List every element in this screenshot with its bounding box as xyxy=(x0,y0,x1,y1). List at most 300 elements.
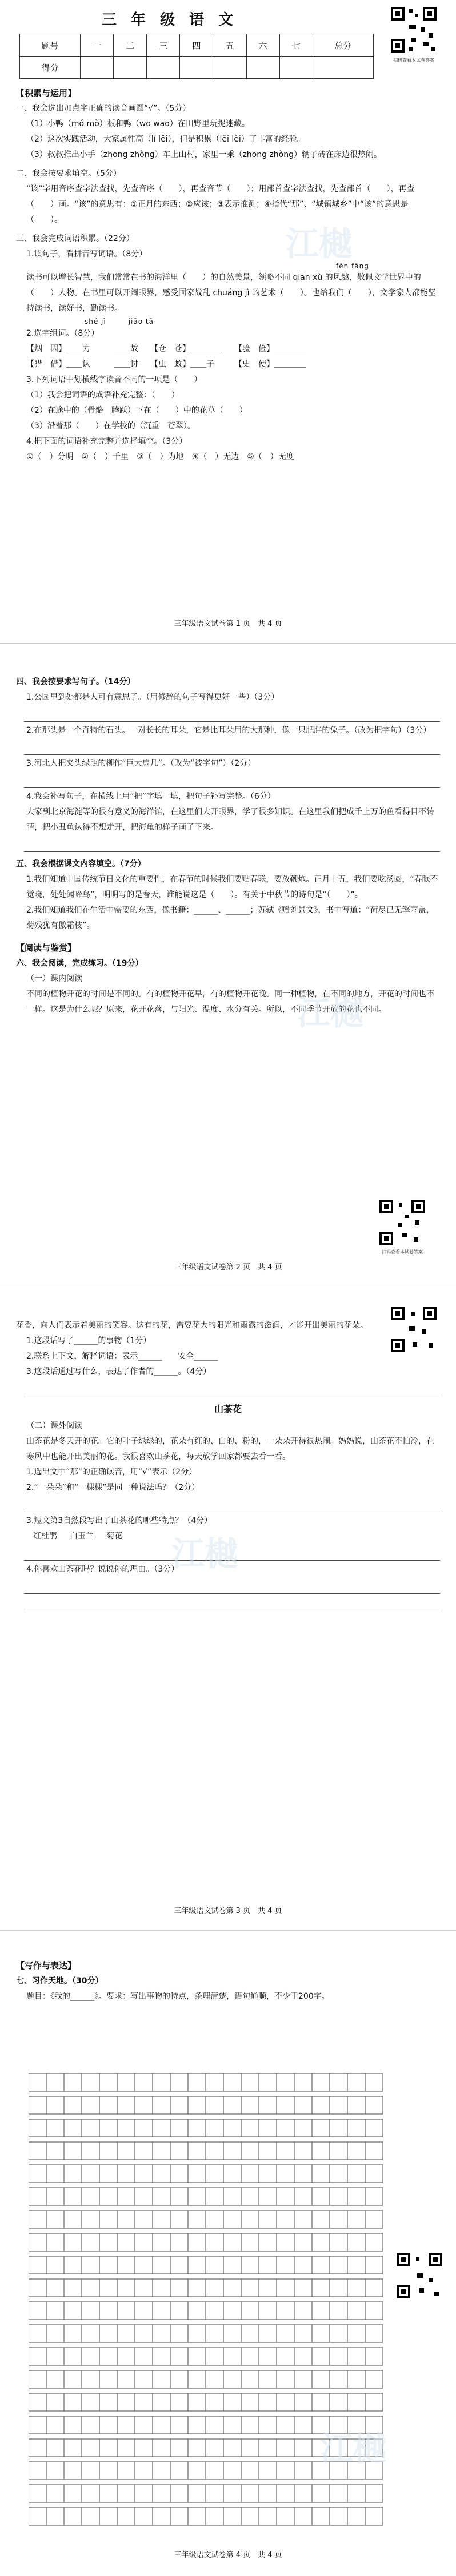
grid-cell[interactable] xyxy=(153,2416,170,2434)
grid-cell[interactable] xyxy=(153,2302,170,2320)
grid-cell[interactable] xyxy=(153,2073,170,2091)
grid-cell[interactable] xyxy=(99,2348,117,2365)
grid-cell[interactable] xyxy=(241,2302,259,2320)
grid-cell[interactable] xyxy=(347,2211,365,2228)
grid-cell[interactable] xyxy=(259,2211,277,2228)
grid-cell[interactable] xyxy=(277,2165,294,2183)
grid-cell[interactable] xyxy=(277,2279,294,2297)
grid-cell[interactable] xyxy=(117,2439,135,2457)
grid-cell[interactable] xyxy=(64,2256,82,2274)
grid-cell[interactable] xyxy=(29,2142,46,2160)
grid-cell[interactable] xyxy=(64,2462,82,2479)
grid-cell[interactable] xyxy=(277,2119,294,2137)
grid-cell[interactable] xyxy=(330,2165,347,2183)
grid-cell[interactable] xyxy=(82,2348,99,2365)
grid-cell[interactable] xyxy=(330,2393,347,2411)
grid-cell[interactable] xyxy=(365,2348,383,2365)
grid-cell[interactable] xyxy=(46,2393,64,2411)
grid-cell[interactable] xyxy=(170,2393,188,2411)
answer-line[interactable] xyxy=(24,1497,440,1512)
grid-cell[interactable] xyxy=(241,2485,259,2502)
grid-cell[interactable] xyxy=(347,2348,365,2365)
grid-cell[interactable] xyxy=(312,2211,330,2228)
grid-cell[interactable] xyxy=(64,2073,82,2091)
grid-cell[interactable] xyxy=(277,2302,294,2320)
grid-cell[interactable] xyxy=(365,2211,383,2228)
grid-cell[interactable] xyxy=(135,2256,153,2274)
grid-cell[interactable] xyxy=(259,2507,277,2525)
grid-cell[interactable] xyxy=(365,2325,383,2342)
grid-cell[interactable] xyxy=(294,2393,312,2411)
grid-cell[interactable] xyxy=(29,2416,46,2434)
grid-cell[interactable] xyxy=(64,2142,82,2160)
grid-cell[interactable] xyxy=(153,2211,170,2228)
grid-cell[interactable] xyxy=(29,2462,46,2479)
grid-cell[interactable] xyxy=(259,2279,277,2297)
grid-cell[interactable] xyxy=(223,2142,241,2160)
grid-cell[interactable] xyxy=(241,2256,259,2274)
grid-cell[interactable] xyxy=(64,2233,82,2251)
grid-cell[interactable] xyxy=(117,2302,135,2320)
grid-cell[interactable] xyxy=(188,2096,206,2114)
grid-cell[interactable] xyxy=(223,2279,241,2297)
grid-cell[interactable] xyxy=(82,2302,99,2320)
grid-cell[interactable] xyxy=(259,2485,277,2502)
grid-cell[interactable] xyxy=(46,2211,64,2228)
grid-cell[interactable] xyxy=(223,2211,241,2228)
grid-cell[interactable] xyxy=(347,2302,365,2320)
grid-cell[interactable] xyxy=(99,2211,117,2228)
grid-cell[interactable] xyxy=(135,2485,153,2502)
grid-cell[interactable] xyxy=(64,2370,82,2388)
grid-cell[interactable] xyxy=(365,2233,383,2251)
grid-cell[interactable] xyxy=(153,2256,170,2274)
grid-cell[interactable] xyxy=(29,2165,46,2183)
grid-cell[interactable] xyxy=(117,2325,135,2342)
grid-cell[interactable] xyxy=(135,2302,153,2320)
grid-cell[interactable] xyxy=(241,2188,259,2205)
grid-cell[interactable] xyxy=(241,2233,259,2251)
grid-cell[interactable] xyxy=(170,2439,188,2457)
grid-cell[interactable] xyxy=(29,2211,46,2228)
grid-cell[interactable] xyxy=(82,2211,99,2228)
grid-cell[interactable] xyxy=(117,2507,135,2525)
grid-cell[interactable] xyxy=(135,2507,153,2525)
grid-cell[interactable] xyxy=(29,2325,46,2342)
grid-cell[interactable] xyxy=(294,2462,312,2479)
grid-cell[interactable] xyxy=(46,2188,64,2205)
grid-cell[interactable] xyxy=(223,2370,241,2388)
grid-cell[interactable] xyxy=(206,2439,223,2457)
grid-cell[interactable] xyxy=(277,2096,294,2114)
grid-cell[interactable] xyxy=(99,2302,117,2320)
grid-cell[interactable] xyxy=(294,2211,312,2228)
grid-cell[interactable] xyxy=(170,2211,188,2228)
grid-cell[interactable] xyxy=(99,2507,117,2525)
grid-cell[interactable] xyxy=(46,2233,64,2251)
grid-cell[interactable] xyxy=(117,2233,135,2251)
grid-cell[interactable] xyxy=(82,2165,99,2183)
score-cell[interactable] xyxy=(313,57,373,79)
grid-cell[interactable] xyxy=(241,2507,259,2525)
grid-cell[interactable] xyxy=(347,2256,365,2274)
grid-cell[interactable] xyxy=(277,2507,294,2525)
grid-cell[interactable] xyxy=(206,2302,223,2320)
grid-cell[interactable] xyxy=(188,2142,206,2160)
grid-cell[interactable] xyxy=(46,2256,64,2274)
grid-cell[interactable] xyxy=(82,2325,99,2342)
grid-cell[interactable] xyxy=(29,2233,46,2251)
grid-cell[interactable] xyxy=(99,2485,117,2502)
grid-cell[interactable] xyxy=(170,2416,188,2434)
grid-cell[interactable] xyxy=(241,2096,259,2114)
grid-cell[interactable] xyxy=(64,2507,82,2525)
grid-cell[interactable] xyxy=(223,2073,241,2091)
grid-cell[interactable] xyxy=(330,2256,347,2274)
grid-cell[interactable] xyxy=(170,2256,188,2274)
grid-cell[interactable] xyxy=(312,2119,330,2137)
grid-cell[interactable] xyxy=(170,2188,188,2205)
grid-cell[interactable] xyxy=(170,2485,188,2502)
grid-cell[interactable] xyxy=(294,2256,312,2274)
grid-cell[interactable] xyxy=(330,2211,347,2228)
grid-cell[interactable] xyxy=(117,2256,135,2274)
grid-cell[interactable] xyxy=(99,2462,117,2479)
grid-cell[interactable] xyxy=(365,2302,383,2320)
grid-cell[interactable] xyxy=(365,2279,383,2297)
grid-cell[interactable] xyxy=(277,2370,294,2388)
grid-cell[interactable] xyxy=(330,2188,347,2205)
grid-cell[interactable] xyxy=(365,2370,383,2388)
grid-cell[interactable] xyxy=(347,2073,365,2091)
grid-cell[interactable] xyxy=(277,2485,294,2502)
grid-cell[interactable] xyxy=(223,2096,241,2114)
grid-cell[interactable] xyxy=(206,2211,223,2228)
grid-cell[interactable] xyxy=(294,2416,312,2434)
grid-cell[interactable] xyxy=(241,2119,259,2137)
grid-cell[interactable] xyxy=(170,2142,188,2160)
grid-cell[interactable] xyxy=(46,2073,64,2091)
grid-cell[interactable] xyxy=(170,2233,188,2251)
grid-cell[interactable] xyxy=(64,2485,82,2502)
grid-cell[interactable] xyxy=(99,2416,117,2434)
grid-cell[interactable] xyxy=(135,2211,153,2228)
grid-cell[interactable] xyxy=(82,2279,99,2297)
grid-cell[interactable] xyxy=(223,2325,241,2342)
grid-cell[interactable] xyxy=(99,2256,117,2274)
grid-cell[interactable] xyxy=(82,2393,99,2411)
grid-cell[interactable] xyxy=(294,2485,312,2502)
grid-cell[interactable] xyxy=(294,2096,312,2114)
grid-cell[interactable] xyxy=(312,2142,330,2160)
grid-cell[interactable] xyxy=(223,2462,241,2479)
grid-cell[interactable] xyxy=(46,2348,64,2365)
grid-cell[interactable] xyxy=(82,2439,99,2457)
grid-cell[interactable] xyxy=(188,2279,206,2297)
grid-cell[interactable] xyxy=(206,2507,223,2525)
grid-cell[interactable] xyxy=(347,2370,365,2388)
grid-cell[interactable] xyxy=(312,2507,330,2525)
grid-cell[interactable] xyxy=(312,2348,330,2365)
grid-cell[interactable] xyxy=(117,2211,135,2228)
grid-cell[interactable] xyxy=(117,2393,135,2411)
grid-cell[interactable] xyxy=(153,2348,170,2365)
grid-cell[interactable] xyxy=(64,2165,82,2183)
grid-cell[interactable] xyxy=(82,2507,99,2525)
grid-cell[interactable] xyxy=(64,2119,82,2137)
grid-cell[interactable] xyxy=(241,2279,259,2297)
grid-cell[interactable] xyxy=(312,2096,330,2114)
grid-cell[interactable] xyxy=(170,2370,188,2388)
grid-cell[interactable] xyxy=(188,2233,206,2251)
grid-cell[interactable] xyxy=(259,2348,277,2365)
grid-cell[interactable] xyxy=(330,2348,347,2365)
grid-cell[interactable] xyxy=(312,2233,330,2251)
grid-cell[interactable] xyxy=(294,2119,312,2137)
grid-cell[interactable] xyxy=(135,2119,153,2137)
grid-cell[interactable] xyxy=(153,2325,170,2342)
grid-cell[interactable] xyxy=(188,2325,206,2342)
grid-cell[interactable] xyxy=(170,2165,188,2183)
grid-cell[interactable] xyxy=(241,2416,259,2434)
grid-cell[interactable] xyxy=(153,2188,170,2205)
grid-cell[interactable] xyxy=(153,2485,170,2502)
grid-cell[interactable] xyxy=(241,2073,259,2091)
grid-cell[interactable] xyxy=(365,2096,383,2114)
grid-cell[interactable] xyxy=(64,2096,82,2114)
grid-cell[interactable] xyxy=(82,2370,99,2388)
grid-cell[interactable] xyxy=(206,2370,223,2388)
grid-cell[interactable] xyxy=(330,2507,347,2525)
grid-cell[interactable] xyxy=(135,2370,153,2388)
grid-cell[interactable] xyxy=(277,2325,294,2342)
grid-cell[interactable] xyxy=(99,2188,117,2205)
grid-cell[interactable] xyxy=(46,2439,64,2457)
grid-cell[interactable] xyxy=(259,2325,277,2342)
grid-cell[interactable] xyxy=(259,2119,277,2137)
grid-cell[interactable] xyxy=(46,2142,64,2160)
grid-cell[interactable] xyxy=(135,2142,153,2160)
grid-cell[interactable] xyxy=(99,2119,117,2137)
grid-cell[interactable] xyxy=(347,2119,365,2137)
grid-cell[interactable] xyxy=(223,2302,241,2320)
grid-cell[interactable] xyxy=(277,2233,294,2251)
grid-cell[interactable] xyxy=(259,2142,277,2160)
score-cell[interactable] xyxy=(279,57,313,79)
grid-cell[interactable] xyxy=(29,2256,46,2274)
grid-cell[interactable] xyxy=(312,2165,330,2183)
grid-cell[interactable] xyxy=(117,2485,135,2502)
grid-cell[interactable] xyxy=(347,2485,365,2502)
grid-cell[interactable] xyxy=(330,2325,347,2342)
grid-cell[interactable] xyxy=(188,2507,206,2525)
grid-cell[interactable] xyxy=(188,2165,206,2183)
grid-cell[interactable] xyxy=(99,2233,117,2251)
grid-cell[interactable] xyxy=(135,2188,153,2205)
grid-cell[interactable] xyxy=(29,2279,46,2297)
grid-cell[interactable] xyxy=(347,2142,365,2160)
grid-cell[interactable] xyxy=(294,2279,312,2297)
grid-cell[interactable] xyxy=(170,2462,188,2479)
grid-cell[interactable] xyxy=(206,2119,223,2137)
grid-cell[interactable] xyxy=(206,2348,223,2365)
grid-cell[interactable] xyxy=(223,2119,241,2137)
grid-cell[interactable] xyxy=(277,2348,294,2365)
grid-cell[interactable] xyxy=(347,2188,365,2205)
grid-cell[interactable] xyxy=(259,2096,277,2114)
grid-cell[interactable] xyxy=(330,2233,347,2251)
grid-cell[interactable] xyxy=(29,2188,46,2205)
grid-cell[interactable] xyxy=(29,2096,46,2114)
grid-cell[interactable] xyxy=(188,2348,206,2365)
grid-cell[interactable] xyxy=(330,2302,347,2320)
grid-cell[interactable] xyxy=(170,2073,188,2091)
grid-cell[interactable] xyxy=(277,2416,294,2434)
grid-cell[interactable] xyxy=(294,2188,312,2205)
grid-cell[interactable] xyxy=(188,2393,206,2411)
grid-cell[interactable] xyxy=(153,2370,170,2388)
score-cell[interactable] xyxy=(180,57,213,79)
grid-cell[interactable] xyxy=(277,2188,294,2205)
grid-cell[interactable] xyxy=(188,2439,206,2457)
grid-cell[interactable] xyxy=(206,2096,223,2114)
grid-cell[interactable] xyxy=(206,2256,223,2274)
grid-cell[interactable] xyxy=(294,2233,312,2251)
grid-cell[interactable] xyxy=(241,2211,259,2228)
grid-cell[interactable] xyxy=(365,2142,383,2160)
grid-cell[interactable] xyxy=(259,2462,277,2479)
grid-cell[interactable] xyxy=(99,2370,117,2388)
grid-cell[interactable] xyxy=(46,2370,64,2388)
grid-cell[interactable] xyxy=(241,2325,259,2342)
grid-cell[interactable] xyxy=(223,2439,241,2457)
grid-cell[interactable] xyxy=(29,2119,46,2137)
grid-cell[interactable] xyxy=(330,2370,347,2388)
grid-cell[interactable] xyxy=(294,2302,312,2320)
grid-cell[interactable] xyxy=(135,2393,153,2411)
grid-cell[interactable] xyxy=(188,2211,206,2228)
grid-cell[interactable] xyxy=(206,2416,223,2434)
grid-cell[interactable] xyxy=(259,2073,277,2091)
grid-cell[interactable] xyxy=(99,2393,117,2411)
score-cell[interactable] xyxy=(246,57,279,79)
grid-cell[interactable] xyxy=(206,2279,223,2297)
grid-cell[interactable] xyxy=(29,2485,46,2502)
answer-line[interactable] xyxy=(24,1381,440,1396)
grid-cell[interactable] xyxy=(347,2165,365,2183)
grid-cell[interactable] xyxy=(82,2142,99,2160)
grid-cell[interactable] xyxy=(188,2416,206,2434)
grid-cell[interactable] xyxy=(29,2073,46,2091)
grid-cell[interactable] xyxy=(365,2119,383,2137)
grid-cell[interactable] xyxy=(259,2393,277,2411)
score-cell[interactable] xyxy=(81,57,114,79)
grid-cell[interactable] xyxy=(365,2188,383,2205)
grid-cell[interactable] xyxy=(64,2188,82,2205)
grid-cell[interactable] xyxy=(117,2348,135,2365)
grid-cell[interactable] xyxy=(277,2073,294,2091)
grid-cell[interactable] xyxy=(170,2279,188,2297)
grid-cell[interactable] xyxy=(29,2439,46,2457)
grid-cell[interactable] xyxy=(170,2348,188,2365)
grid-cell[interactable] xyxy=(64,2439,82,2457)
grid-cell[interactable] xyxy=(206,2188,223,2205)
grid-cell[interactable] xyxy=(294,2073,312,2091)
score-cell[interactable] xyxy=(114,57,147,79)
grid-cell[interactable] xyxy=(241,2439,259,2457)
grid-cell[interactable] xyxy=(365,2073,383,2091)
grid-cell[interactable] xyxy=(223,2507,241,2525)
grid-cell[interactable] xyxy=(29,2393,46,2411)
grid-cell[interactable] xyxy=(99,2142,117,2160)
grid-cell[interactable] xyxy=(330,2119,347,2137)
grid-cell[interactable] xyxy=(294,2325,312,2342)
grid-cell[interactable] xyxy=(170,2096,188,2114)
answer-line[interactable] xyxy=(24,773,440,788)
grid-cell[interactable] xyxy=(82,2096,99,2114)
grid-cell[interactable] xyxy=(46,2165,64,2183)
grid-cell[interactable] xyxy=(153,2507,170,2525)
answer-line[interactable] xyxy=(24,740,440,755)
grid-cell[interactable] xyxy=(46,2325,64,2342)
grid-cell[interactable] xyxy=(82,2256,99,2274)
grid-cell[interactable] xyxy=(223,2233,241,2251)
answer-line[interactable] xyxy=(24,1578,440,1594)
grid-cell[interactable] xyxy=(277,2211,294,2228)
grid-cell[interactable] xyxy=(277,2256,294,2274)
grid-cell[interactable] xyxy=(117,2279,135,2297)
grid-cell[interactable] xyxy=(241,2462,259,2479)
grid-cell[interactable] xyxy=(259,2439,277,2457)
grid-cell[interactable] xyxy=(117,2119,135,2137)
grid-cell[interactable] xyxy=(259,2302,277,2320)
grid-cell[interactable] xyxy=(206,2073,223,2091)
grid-cell[interactable] xyxy=(347,2325,365,2342)
grid-cell[interactable] xyxy=(117,2370,135,2388)
grid-cell[interactable] xyxy=(223,2188,241,2205)
grid-cell[interactable] xyxy=(223,2348,241,2365)
grid-cell[interactable] xyxy=(312,2393,330,2411)
grid-cell[interactable] xyxy=(82,2188,99,2205)
grid-cell[interactable] xyxy=(99,2325,117,2342)
grid-cell[interactable] xyxy=(277,2462,294,2479)
grid-cell[interactable] xyxy=(117,2142,135,2160)
grid-cell[interactable] xyxy=(64,2393,82,2411)
grid-cell[interactable] xyxy=(82,2233,99,2251)
grid-cell[interactable] xyxy=(206,2142,223,2160)
grid-cell[interactable] xyxy=(64,2348,82,2365)
grid-cell[interactable] xyxy=(153,2165,170,2183)
answer-line[interactable] xyxy=(24,706,440,722)
grid-cell[interactable] xyxy=(135,2096,153,2114)
grid-cell[interactable] xyxy=(135,2416,153,2434)
grid-cell[interactable] xyxy=(64,2211,82,2228)
grid-cell[interactable] xyxy=(294,2142,312,2160)
grid-cell[interactable] xyxy=(117,2462,135,2479)
grid-cell[interactable] xyxy=(312,2485,330,2502)
grid-cell[interactable] xyxy=(312,2073,330,2091)
grid-cell[interactable] xyxy=(82,2119,99,2137)
grid-cell[interactable] xyxy=(330,2142,347,2160)
grid-cell[interactable] xyxy=(99,2439,117,2457)
grid-cell[interactable] xyxy=(64,2302,82,2320)
grid-cell[interactable] xyxy=(153,2439,170,2457)
grid-cell[interactable] xyxy=(330,2485,347,2502)
grid-cell[interactable] xyxy=(29,2507,46,2525)
grid-cell[interactable] xyxy=(135,2233,153,2251)
grid-cell[interactable] xyxy=(135,2439,153,2457)
grid-cell[interactable] xyxy=(170,2119,188,2137)
